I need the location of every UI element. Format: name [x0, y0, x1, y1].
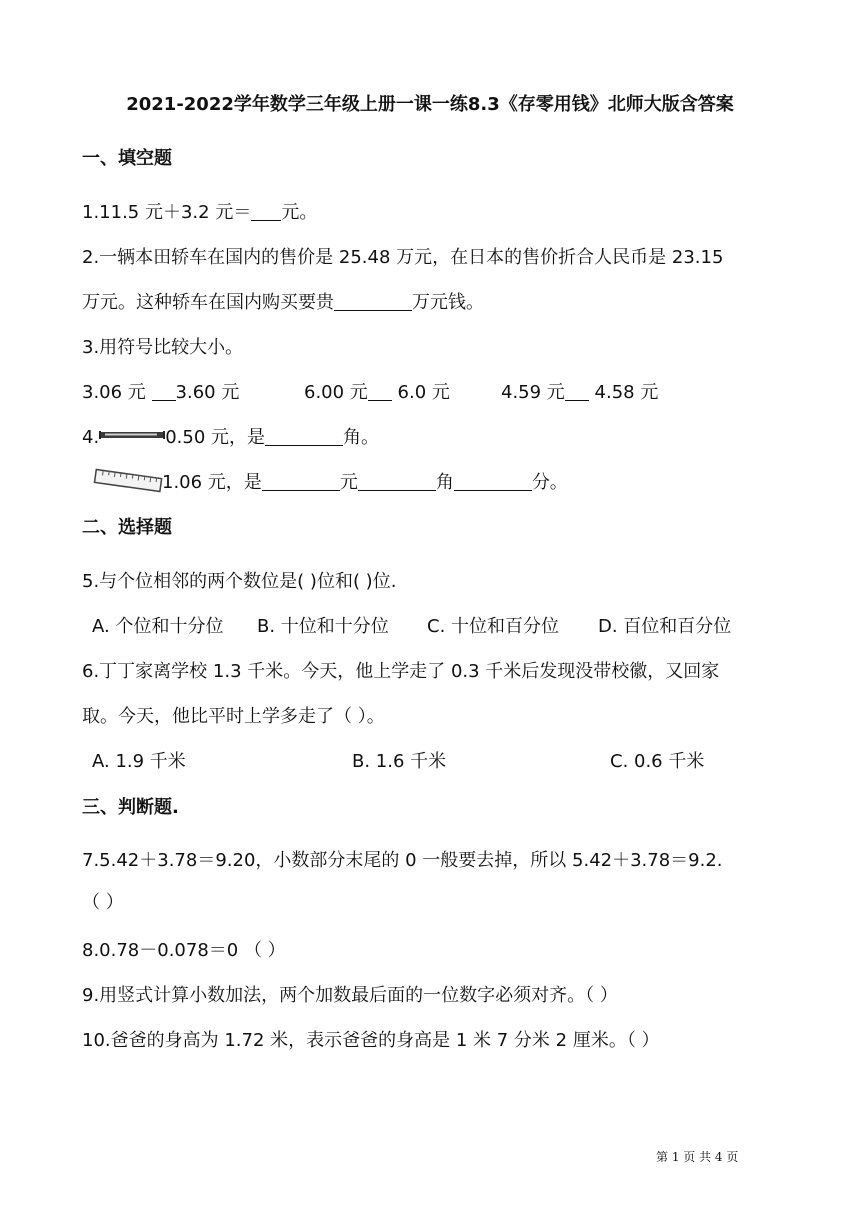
- question-6-line-1: 6.丁丁家离学校 1.3 千米。今天，他上学走了 0.3 千米后发现没带校徽，又回家: [82, 661, 720, 682]
- question-6-option-b[interactable]: B. 1.6 千米: [352, 751, 447, 772]
- question-9: 9.用竖式计算小数加法，两个加数最后面的一位数字必须对齐。（ ）: [82, 985, 618, 1006]
- answer-blank[interactable]: [251, 202, 281, 221]
- unit-fen: 分。: [531, 472, 568, 493]
- answer-blank[interactable]: [152, 382, 176, 401]
- question-1-unit: 元。: [281, 202, 318, 223]
- question-5-option-d[interactable]: D. 百位和百分位: [598, 616, 732, 637]
- section-true-false-heading: 三、判断题.: [82, 797, 179, 818]
- question-10: 10.爸爸的身高为 1.72 米，表示爸爸的身高是 1 米 7 分米 2 厘米。（ ）: [82, 1030, 660, 1051]
- answer-blank[interactable]: [358, 472, 436, 491]
- answer-blank[interactable]: [454, 472, 532, 491]
- question-4-part-1: [82, 426, 379, 450]
- question-4-text: 1.06 元，是: [162, 472, 262, 493]
- answer-blank[interactable]: [265, 427, 343, 446]
- question-3-stem: 3.用符号比较大小。: [82, 337, 244, 358]
- compare-right: 3.60 元: [175, 382, 240, 403]
- answer-blank[interactable]: [565, 382, 589, 401]
- ruler-icon: [99, 428, 165, 442]
- question-3-compare-3: [501, 381, 658, 405]
- question-6-option-c[interactable]: C. 0.6 千米: [610, 751, 705, 772]
- unit-jiao: 角: [435, 472, 454, 493]
- compare-left: 3.06 元: [82, 382, 152, 403]
- question-5-option-c[interactable]: C. 十位和百分位: [427, 616, 560, 637]
- question-3-compare-2: [304, 381, 450, 405]
- question-1-text: 1.11.5 元＋3.2 元＝: [82, 202, 252, 223]
- question-2-text: 万元。这种轿车在国内购买要贵: [82, 292, 334, 313]
- question-5-option-a[interactable]: A. 个位和十分位: [92, 616, 224, 637]
- unit-yuan: 元: [339, 472, 358, 493]
- question-7-answer-brackets[interactable]: （ ）: [82, 892, 124, 913]
- compare-left: 4.59 元: [501, 382, 565, 403]
- question-3-compare-1: [82, 381, 239, 405]
- question-5-stem: 5.与个位相邻的两个数位是( )位和( )位.: [82, 571, 397, 592]
- answer-blank[interactable]: [262, 472, 340, 491]
- question-5-option-b[interactable]: B. 十位和十分位: [257, 616, 389, 637]
- section-fill-in-blank-heading: 一、填空题: [82, 148, 172, 169]
- question-4-unit: 角。: [343, 427, 379, 448]
- compare-right: 6.0 元: [391, 382, 450, 403]
- compare-left: 6.00 元: [304, 382, 368, 403]
- answer-blank[interactable]: [334, 292, 412, 311]
- answer-blank[interactable]: [368, 382, 392, 401]
- question-6-option-a[interactable]: A. 1.9 千米: [92, 751, 186, 772]
- question-4-part-2: [162, 471, 568, 495]
- question-4-number: 4.: [82, 427, 100, 448]
- compare-right: 4.58 元: [588, 382, 659, 403]
- question-2-unit: 万元钱。: [412, 292, 484, 313]
- ruler-icon: [92, 466, 164, 496]
- question-2-line-2: [82, 291, 484, 315]
- question-7-line-1: 7.5.42＋3.78＝9.20，小数部分末尾的 0 一般要去掉，所以 5.42＋3.78＝9.2.: [82, 850, 723, 871]
- question-6-line-2: 取。今天，他比平时上学多走了（ ）。: [82, 706, 385, 727]
- document-title: 2021-2022学年数学三年级上册一课一练8.3《存零用钱》北师大版含答案: [126, 94, 734, 115]
- section-multiple-choice-heading: 二、选择题: [82, 517, 172, 538]
- question-2-line-1: 2.一辆本田轿车在国内的售价是 25.48 万元，在日本的售价折合人民币是 23.15: [82, 247, 724, 268]
- question-4-text: 0.50 元，是: [165, 427, 265, 448]
- page-footer: 第 1 页 共 4 页: [656, 1150, 739, 1164]
- question-1: [82, 201, 317, 225]
- question-8: 8.0.78－0.078＝0 （ ）: [82, 940, 286, 961]
